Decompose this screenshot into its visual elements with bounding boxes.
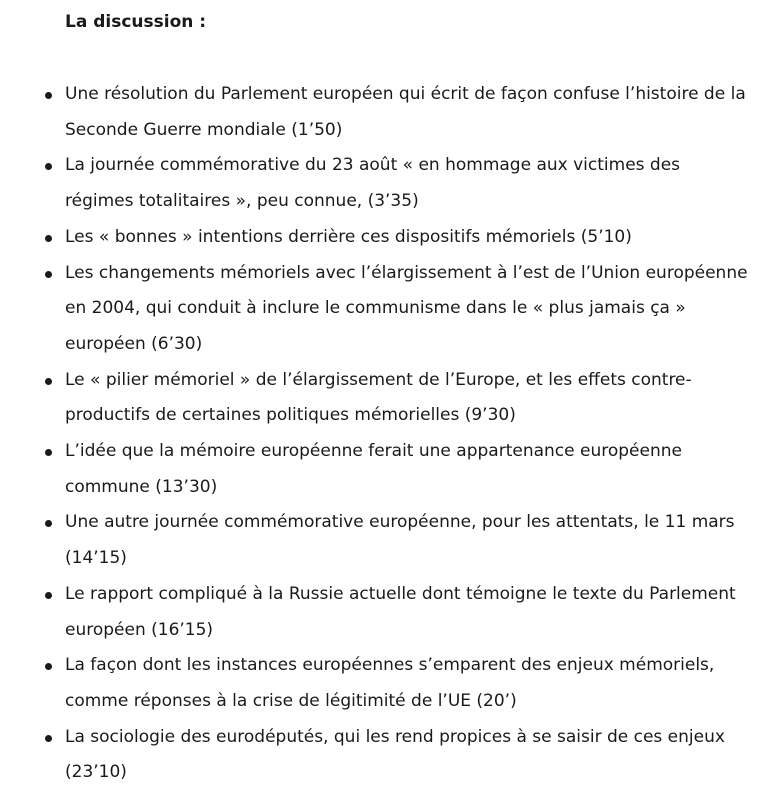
list-item-text: La façon dont les instances européennes s’emparent des enjeux mémoriels, comme réponses à la crise de légitimité de l’UE (20’)	[65, 655, 715, 711]
list-item	[0, 363, 772, 434]
list-item	[0, 505, 772, 576]
list-item	[0, 77, 772, 148]
bullet-icon	[45, 592, 52, 599]
bullet-icon	[45, 735, 52, 742]
bullet-icon	[45, 663, 52, 670]
bullet-icon	[45, 92, 52, 99]
list-item-text: Le « pilier mémoriel » de l’élargissement de l’Europe, et les effets contre-productifs de certaines politiques mémorielles (9’30)	[65, 369, 692, 426]
list-item	[0, 256, 772, 363]
bullet-icon	[45, 378, 52, 385]
bullet-icon	[45, 163, 52, 170]
list-item-text: Les « bonnes » intentions derrière ces dispositifs mémoriels (5’10)	[65, 226, 632, 247]
list-item	[0, 434, 772, 505]
list-item	[0, 577, 772, 648]
list-item-text: La sociologie des eurodéputés, qui les rend propices à se saisir de ces enjeux (23’10)	[65, 726, 725, 783]
list-item	[0, 648, 772, 719]
list-item-text: Les changements mémoriels avec l’élargissement à l’est de l’Union européenne en 2004, qui conduit à inclure le communisme dans le « plus jamais ça » européen (6’30)	[65, 262, 748, 354]
topic-list	[0, 77, 772, 791]
bullet-icon	[45, 520, 52, 527]
list-item-text: Une autre journée commémorative européenne, pour les attentats, le 11 mars (14’15)	[65, 512, 735, 569]
list-item	[0, 220, 772, 256]
list-item-text: L’idée que la mémoire européenne ferait une appartenance européenne commune (13’30)	[65, 441, 682, 497]
list-item	[0, 720, 772, 791]
section-heading: La discussion :	[65, 12, 207, 32]
list-item-text: Une résolution du Parlement européen qui écrit de façon confuse l’histoire de la Seconde Guerre mondiale (1’50)	[65, 84, 746, 140]
list-item-text: La journée commémorative du 23 août « en hommage aux victimes des régimes totalitaires », peu connue, (3’35)	[65, 155, 681, 212]
bullet-icon	[45, 235, 52, 242]
bullet-icon	[45, 449, 52, 456]
list-item-text: Le rapport compliqué à la Russie actuelle dont témoigne le texte du Parlement européen (16’15)	[65, 583, 736, 640]
bullet-icon	[45, 271, 52, 278]
list-item	[0, 148, 772, 219]
